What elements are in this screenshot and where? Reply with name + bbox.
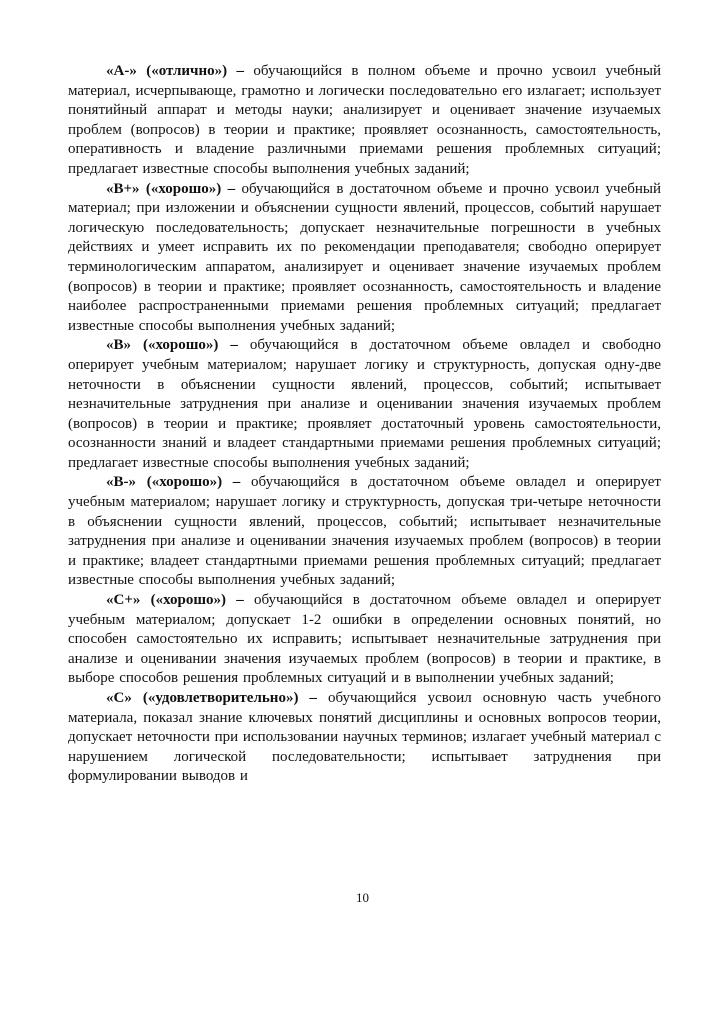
paragraph-text: обучающийся в достаточном объеме овладел и свободно оперирует учебным материалом; нарушает логику и структурность, допуская одну-две неточности в объяснении сущности явлений, процессов, событий; испытывает незначительные затруднения при анализе и оценивании значения изучаемых проблем (вопросов) в теории и практике; проявляет достаточный уровень самостоятельности, осознанности знаний и владеет стандартными приемами решения проблемных ситуаций; предлагает известные способы выполнения учебных заданий; xyxy=(68,337,661,471)
page-number: 10 xyxy=(356,890,369,905)
grade-label: «В-» («хорошо») – xyxy=(106,474,252,491)
paragraph-text: обучающийся в достаточном объеме овладел и оперирует учебным материалом; нарушает логику и структурность, допуская три-четыре неточности в объяснении сущности явлений, процессов, событий; испытывает незначительные затруднения при анализе и оценивании значения изучаемых проблем (вопросов) в теории и практике; владеет стандартными приемами решения проблемных ситуаций; предлагает известные способы выполнения учебных заданий; xyxy=(68,474,661,589)
paragraph-text: обучающийся усвоил основную часть учебного материала, показал знание ключевых понятий дисциплины и основных вопросов теории, допускает неточности при использовании научных терминов; излагает учебный материал с нарушением логической последовательности; испытывает затруднения при формулировании выводов и xyxy=(68,690,661,785)
paragraph-grade-c xyxy=(68,689,661,787)
grade-label: «А-» («отлично») – xyxy=(106,63,254,79)
paragraph-text: обучающийся в полном объеме и прочно усвоил учебный материал, исчерпывающе, грамотно и логически последовательно его излагает; использует понятийный аппарат и методы науки; анализирует и оценивает значение изучаемых проблем (вопросов) в теории и практике; проявляет осознанность, самостоятельность, оперативность и владение различными приемами решения проблемных ситуаций; предлагает известные способы выполнения учебных заданий; xyxy=(68,63,661,177)
paragraph-grade-c-plus xyxy=(68,591,661,689)
text-block xyxy=(68,62,661,787)
paragraph-text: обучающийся в достаточном объеме и прочно усвоил учебный материал; при изложении и объяснении сущности явлений, процессов, событий нарушает логическую последовательность; допускает незначительные погрешности в учебных действиях и умеет исправить их по рекомендации преподавателя; свободно оперирует терминологическим аппаратом, анализирует и оценивает значение изучаемых проблем (вопросов) в теории и практике; проявляет осознанность, самостоятельность и владение наиболее распространенными приемами решения проблемных ситуаций; предлагает известные способы выполнения учебных заданий; xyxy=(68,180,662,334)
grade-label: «С+» («хорошо») – xyxy=(106,592,254,609)
paragraph-text: обучающийся в достаточном объеме овладел и оперирует учебным материалом; допускает 1-2 ошибки в определении основных понятий, но способен самостоятельно их исправить; испытывает незначительные затруднения при анализе и оценивании значения изучаемых проблем (вопросов) в теории и практике, в выборе способов решения проблемных ситуаций и в выполнении учебных заданий; xyxy=(68,592,661,687)
paragraph-grade-b-plus xyxy=(68,180,661,337)
grade-label: «В+» («хорошо») – xyxy=(106,180,242,197)
grade-label: «В» («хорошо») – xyxy=(106,337,250,354)
grade-label: «С» («удовлетворительно») – xyxy=(106,690,328,706)
paragraph-grade-b xyxy=(68,336,661,473)
paragraph-grade-a-minus xyxy=(68,62,661,180)
paragraph-grade-b-minus xyxy=(68,473,661,591)
